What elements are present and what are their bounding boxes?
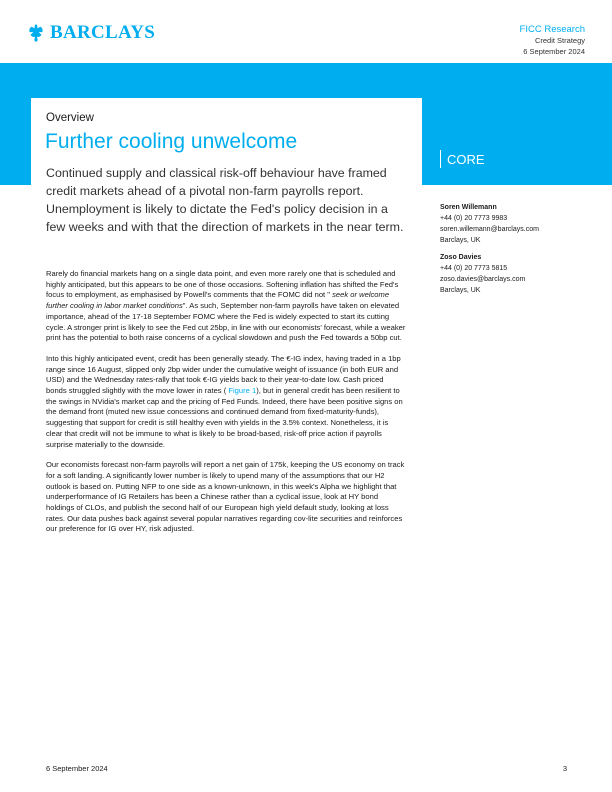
barclays-logo: [27, 22, 155, 44]
author-phone: +44 (0) 20 7773 5815: [440, 265, 508, 272]
header-date: 6 September 2024: [523, 47, 585, 56]
tag-divider: [440, 150, 441, 168]
author-email[interactable]: zoso.davies@barclays.com: [440, 276, 526, 283]
author-name: Zoso Davies: [440, 254, 482, 261]
page-number: 3: [562, 764, 567, 773]
author-org: Barclays, UK: [440, 287, 481, 294]
paragraph: Rarely do financial markets hang on a single data point, and even more rarely one that is scheduled and highly anticipated, but this appears to be one of those occasions. Softening inflation has shifted the Fed's focus to employment, as emphasised by Powell's comments that the FOMC did not " seek or welcome further cooling in labor market conditions". As such, September non-farm payrolls have taken on elevated importance, ahead of the 17-18 September FOMC where the Fed is widely expected to start its cutting cycle. A stronger print is likely to see the Fed cut 25bp, in line with our economists' forecast, while a weaker print has the potential to both raise concerns of a cyclical slowdown and push the Fed towards a 50bp cut.: [46, 269, 406, 343]
core-tag: [440, 150, 485, 168]
paragraph: Into this highly anticipated event, credit has been generally steady. The €-IG index, having traded in a 1bp range since 16 August, slipped only 2bp wider under the cumulative weight of issuance (in both EUR and USD) and the Wednesday rates-rally that took €-IG yields back to their year-to-date low. Cash priced bonds struggled slightly with the move lower in rates ( Figure 1), but in general credit has been resilient to the swings in NVidia's market cap and the pricing of Fed Funds. Indeed, there have been positive signs on the demand front (muted new issue concessions and continued demand from fixed-maturity-funds), suggesting that support for credit is still healthy even with yields in the 3.5% context. Nonetheless, it is clear that credit will not be immune to what is likely to be broad-based, risk-off price action if payrolls surprise materially to the downside.: [46, 353, 403, 449]
author-org: Barclays, UK: [440, 237, 481, 244]
standfirst: Continued supply and classical risk-off behaviour have framed credit markets ahead of a pivotal non-farm payrolls report. Unemployment is likely to dictate the Fed's policy decision in a few weeks and with that the direction of markets in the near term.: [46, 166, 404, 234]
powell-quote: seek or welcome further cooling in labor market conditions: [46, 290, 390, 311]
footer-date: 6 September 2024: [46, 764, 108, 773]
kicker: Overview: [46, 112, 94, 124]
core-label: CORE: [447, 151, 485, 167]
section-label: Credit Strategy: [534, 36, 585, 45]
author-name: Soren Willemann: [440, 204, 497, 211]
figure-link[interactable]: Figure 1: [226, 386, 257, 396]
department-label: FICC Research: [519, 24, 585, 35]
author-card: [440, 202, 600, 246]
eagle-icon: [27, 23, 45, 43]
author-phone: +44 (0) 20 7773 9983: [440, 215, 508, 222]
article-body: [46, 269, 406, 545]
report-header: [520, 24, 585, 57]
author-card: [440, 252, 600, 296]
brand-wordmark: BARCLAYS: [50, 22, 156, 43]
paragraph: Our economists forecast non-farm payrolls will report a net gain of 175k, keeping the US economy on track for a soft landing. A significantly lower number is likely to upend many of the assumptions that our H2 outlook is based on. Putting NFP to one side as a known-unknown, in this week's Alpha we highlight that underperformance of IG Retailers has been a Chinese rather than a cyclical issue, look at HY bond holdings of CLOs, and publish the second half of our European high yield default study, looking at loss rates. Our data pushes back against several popular narratives regarding cov-lite securities and reinforces our preference for IG over HY, risk adjusted.: [46, 460, 405, 534]
page-title: Further cooling unwelcome: [45, 130, 298, 153]
author-list: [440, 202, 600, 302]
author-email[interactable]: soren.willemann@barclays.com: [440, 226, 539, 233]
